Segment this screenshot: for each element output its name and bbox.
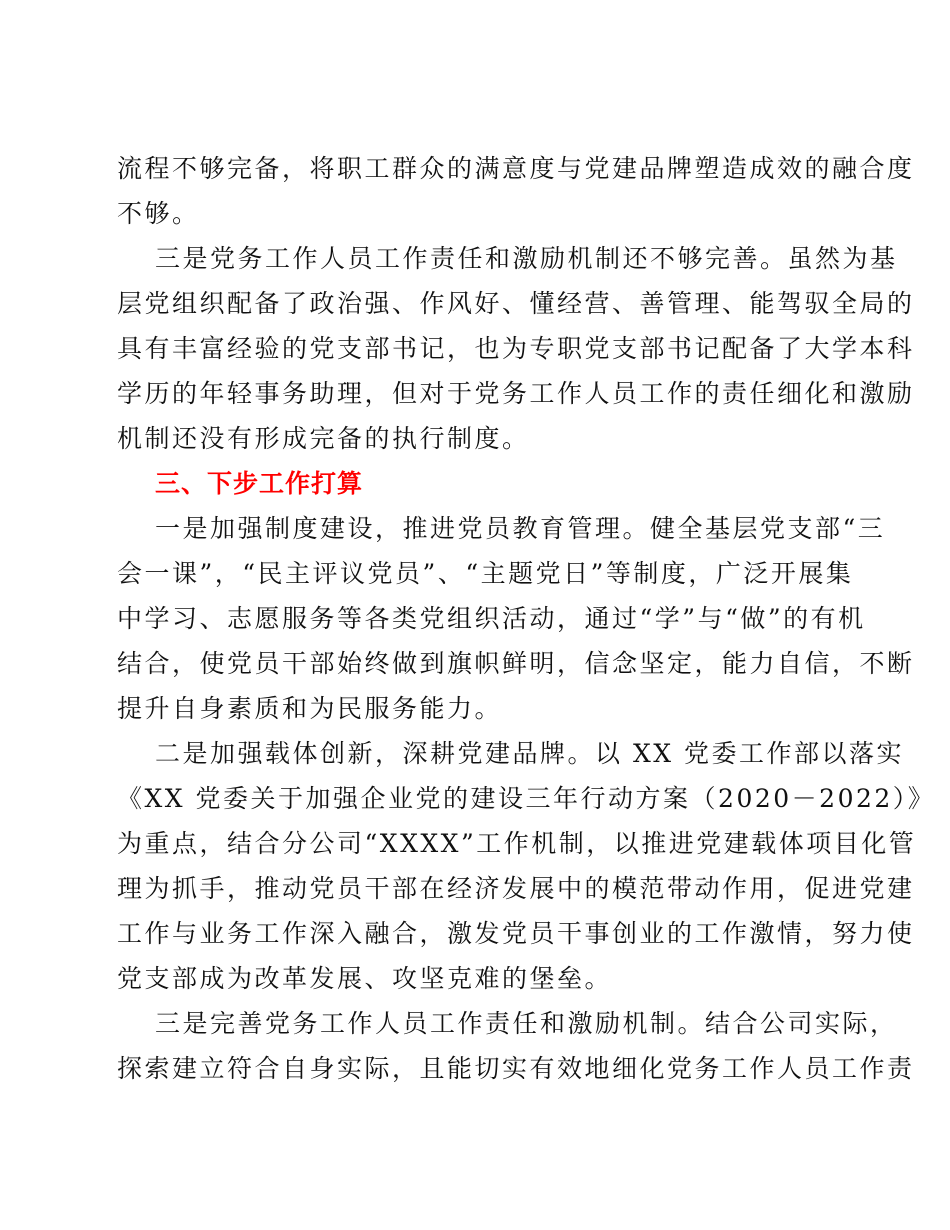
paragraph-incentive-mechanism-issue — [117, 236, 915, 461]
paragraph-carrier-innovation — [117, 731, 936, 1001]
paragraph-responsibility-mechanism — [117, 1001, 915, 1091]
text-line: 为重点，结合分公司“XXXX”工作机制，以推进党建载体项目化管 — [117, 829, 917, 858]
text-line: 会一课”，“民主评议党员”、“主题党日”等制度，广泛开展集 — [117, 559, 854, 588]
paragraph-continuation — [117, 146, 915, 236]
text-line: 具有丰富经验的党支部书记，也为专职党支部书记配备了大学本科 — [117, 334, 915, 363]
text-line: 学历的年轻事务助理，但对于党务工作人员工作的责任细化和激励 — [117, 379, 915, 408]
text-line: 流程不够完备，将职工群众的满意度与党建品牌塑造成效的融合度 — [117, 154, 915, 183]
text-line: 结合，使党员干部始终做到旗帜鲜明，信念坚定，能力自信，不断 — [117, 649, 915, 678]
text-line: 机制还没有形成完备的执行制度。 — [117, 424, 530, 453]
text-line: 提升自身素质和为民服务能力。 — [117, 694, 503, 723]
text-line: 三是党务工作人员工作责任和激励机制还不够完善。虽然为基 — [155, 244, 898, 273]
section-heading: 三、下步工作打算 — [155, 469, 364, 498]
text-line: 中学习、志愿服务等各类党组织活动，通过“学”与“做”的有机 — [117, 604, 866, 633]
text-line: 二是加强载体创新，深耕党建品牌。以 XX 党委工作部以落实 — [155, 739, 904, 768]
text-line: 党支部成为改革发展、攻坚克难的堡垒。 — [117, 964, 613, 993]
text-line: 《XX 党委关于加强企业党的建设三年行动方案（2020－2022）》 — [117, 784, 936, 813]
text-line: 理为抓手，推动党员干部在经济发展中的模范带动作用，促进党建 — [117, 874, 915, 903]
paragraph-system-building — [117, 506, 915, 731]
text-line: 三是完善党务工作人员工作责任和激励机制。结合公司实际， — [155, 1009, 898, 1038]
text-line: 工作与业务工作深入融合，激发党员干事创业的工作激情，努力使 — [117, 919, 915, 948]
text-line: 层党组织配备了政治强、作风好、懂经营、善管理、能驾驭全局的 — [117, 289, 915, 318]
text-line: 探索建立符合自身实际，且能切实有效地细化党务工作人员工作责 — [117, 1054, 915, 1083]
document-body — [117, 146, 936, 1091]
text-line: 一是加强制度建设，推进党员教育管理。健全基层党支部“三 — [155, 514, 886, 543]
text-line: 不够。 — [117, 199, 200, 228]
